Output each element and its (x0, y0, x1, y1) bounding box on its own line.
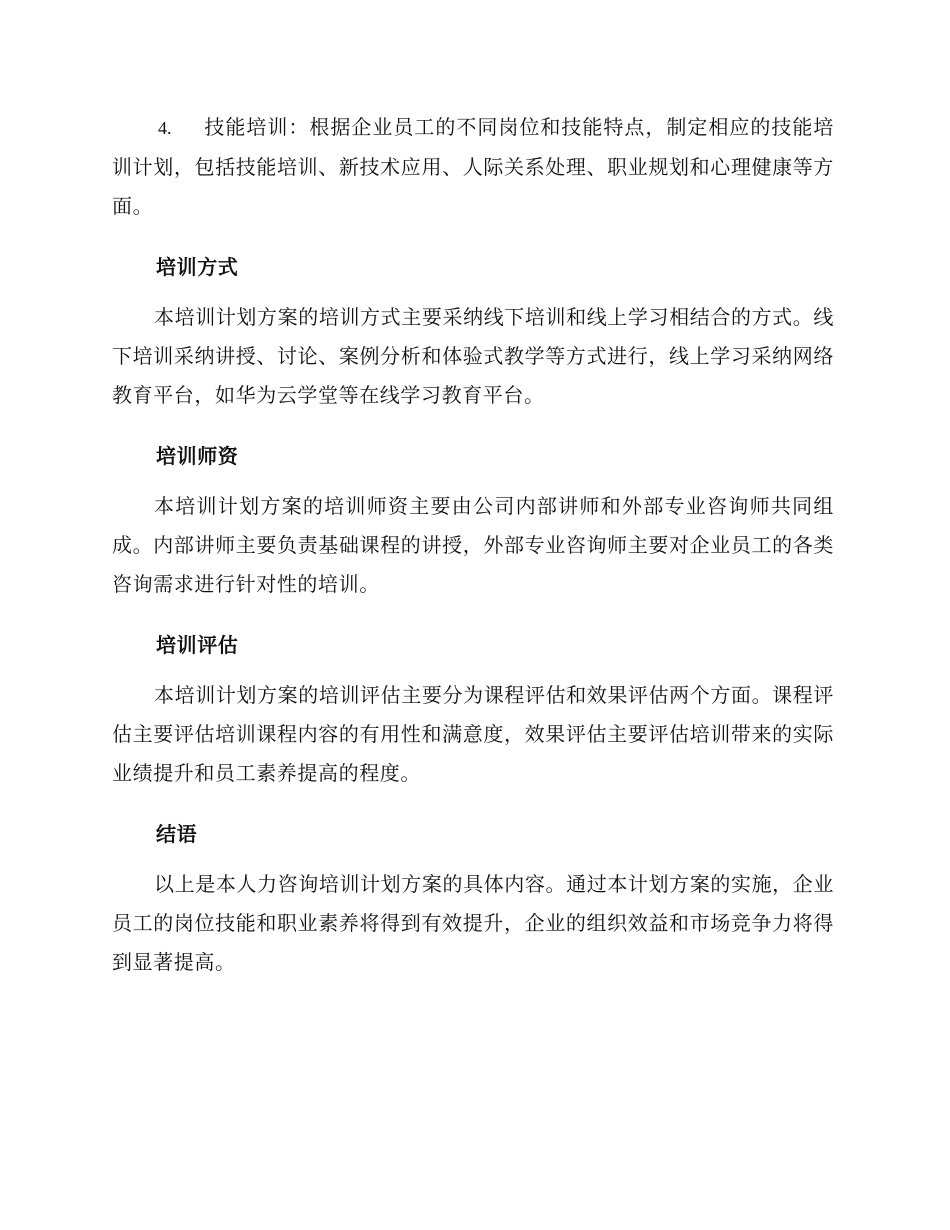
section-heading-training-faculty: 培训师资 (156, 444, 239, 468)
list-item-number: 4. (158, 118, 172, 138)
section-paragraph-training-evaluation: 本培训计划方案的培训评估主要分为课程评估和效果评估两个方面。课程评估主要评估培训课程内容的有用性和满意度，效果评估主要评估培训带来的实际业绩提升和员工素养提高的程度。 (112, 683, 834, 785)
section-heading-training-evaluation: 培训评估 (156, 633, 239, 657)
list-item-text: 技能培训：根据企业员工的不同岗位和技能特点，制定相应的技能培训计划，包括技能培训、新技术应用、人际关系处理、职业规划和心理健康等方面。 (112, 115, 834, 218)
section-heading-conclusion: 结语 (156, 822, 198, 846)
section-heading-training-method: 培训方式 (156, 255, 239, 279)
section-paragraph-training-method: 本培训计划方案的培训方式主要采纳线下培训和线上学习相结合的方式。线下培训采纳讲授、讨论、案例分析和体验式教学等方式进行，线上学习采纳网络教育平台，如华为云学堂等在线学习教育平台。 (112, 305, 834, 407)
section-paragraph-training-faculty: 本培训计划方案的培训师资主要由公司内部讲师和外部专业咨询师共同组成。内部讲师主要负责基础课程的讲授，外部专业咨询师主要对企业员工的各类咨询需求进行针对性的培训。 (112, 494, 834, 596)
numbered-list-item (112, 108, 834, 226)
document-body (112, 108, 834, 982)
section-paragraph-conclusion: 以上是本人力咨询培训计划方案的具体内容。通过本计划方案的实施，企业员工的岗位技能和职业素养将得到有效提升，企业的组织效益和市场竞争力将得到显著提高。 (112, 872, 834, 974)
